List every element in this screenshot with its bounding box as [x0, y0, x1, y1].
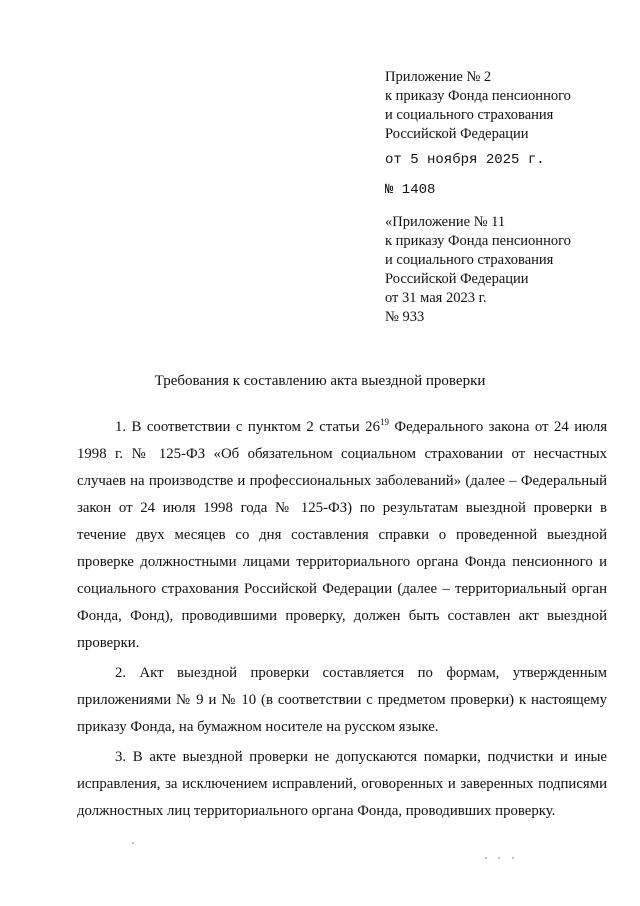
- annex-order-ref: к приказу Фонда пенсионного: [385, 88, 571, 104]
- paragraph-1-start: 1. В соответствии с пунктом 2 статьи 26: [115, 419, 380, 435]
- annex-number: № 1408: [385, 182, 436, 198]
- scan-speck: [485, 857, 487, 859]
- paragraph-1-rest: Федерального закона от 24 июля 1998 г. № 125-ФЗ «Об обязательном социальном страховании от несчастных случаев на производстве и профессиональных заболеваний» (далее – Федеральный закон от 24 июля 1998 года № 125-ФЗ) по результатам выездной проверки в течение двух месяцев со дня составления справки о проведенной выездной проверке должностными лицами территориального органа Фонда пенсионного и социального страхования Российской Федерации (далее – территориальный орган Фонда, Фонд), проводившими проверку, должен быть составлен акт выездной проверки.: [77, 419, 608, 651]
- prev-annex-number: № 933: [385, 309, 425, 325]
- prev-annex-title: «Приложение № 11: [385, 214, 506, 230]
- scan-speck: [512, 857, 514, 859]
- prev-annex-fund-name: и социального страхования: [385, 252, 554, 268]
- annex-fund-name: и социального страхования: [385, 107, 554, 123]
- prev-annex-date: от 31 мая 2023 г.: [385, 290, 487, 306]
- prev-annex-country: Российской Федерации: [385, 271, 529, 287]
- paragraph-3: 3. В акте выездной проверки не допускаются помарки, подчистки и иные исправления, за исключением исправлений, оговоренных и заверенных подписями должностных лиц территориального органа Фонда, проводивших проверку.: [77, 749, 607, 819]
- article-superscript: 19: [379, 417, 389, 428]
- document-title: Требования к составлению акта выездной проверки: [154, 373, 486, 389]
- scan-speck: [498, 857, 500, 859]
- annex-country: Российской Федерации: [385, 126, 529, 142]
- annex-title: Приложение № 2: [385, 69, 492, 85]
- prev-annex-order-ref: к приказу Фонда пенсионного: [385, 233, 571, 249]
- scan-speck: [132, 842, 134, 844]
- paragraph-2: 2. Акт выездной проверки составляется по формам, утвержденным приложениями № 9 и № 10 (в соответствии с предметом проверки) к настоящему приказу Фонда, на бумажном носителе на русском языке.: [77, 665, 607, 735]
- annex-date: от 5 ноября 2025 г.: [385, 152, 545, 168]
